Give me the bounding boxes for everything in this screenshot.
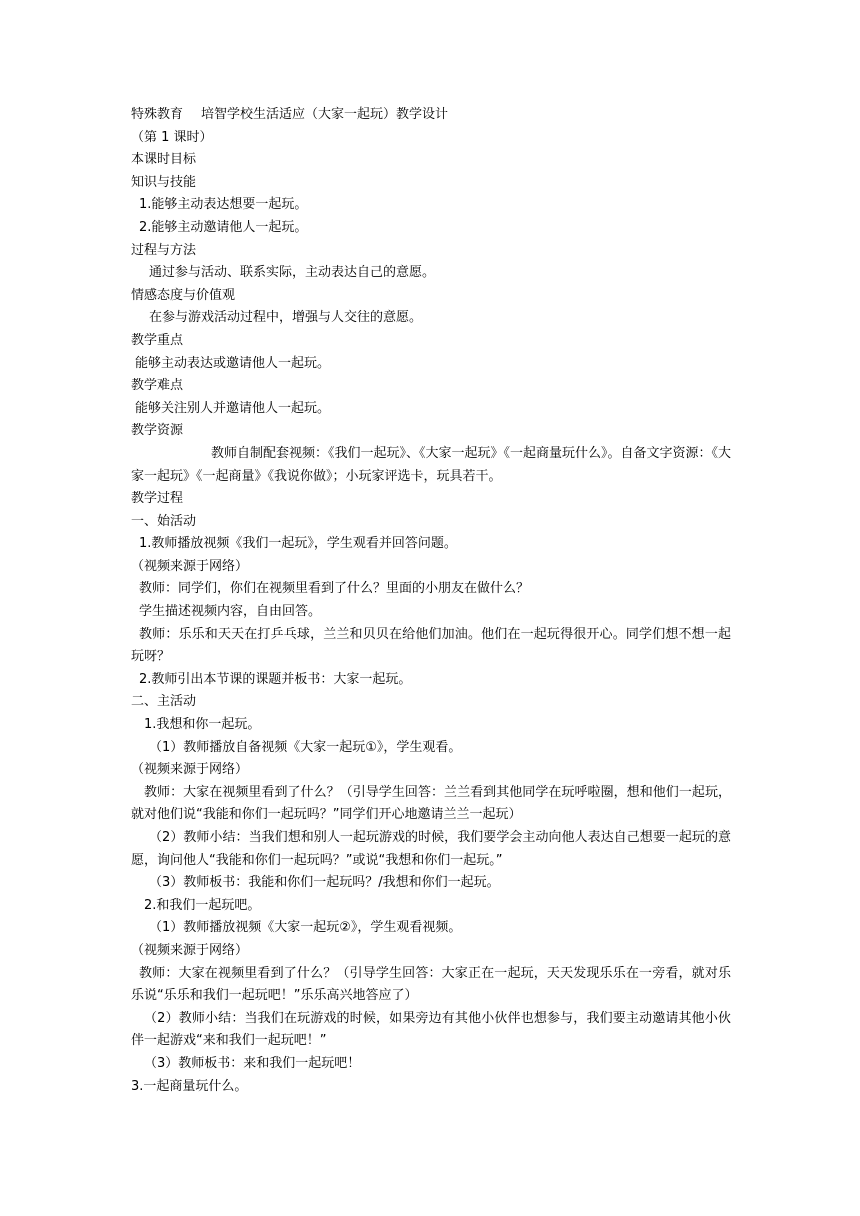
section-1-heading: 一、始活动 — [131, 513, 197, 529]
section-2-2-teacher: 教师：大家在视频里看到了什么？（引导学生回答：大家正在一起玩，天天发现乐乐在一旁看，就对乐乐说“乐乐和我们一起玩吧！”乐乐高兴地答应了） — [131, 965, 731, 1004]
key-point-heading: 教学重点 — [131, 332, 184, 348]
title-main: 培智学校生活适应（大家一起玩）教学设计 — [201, 107, 449, 122]
section-2-2-step-2: （2）教师小结：当我们在玩游戏的时候，如果旁边有其他小伙伴也想参与，我们要主动邀请其他小伙伴一起游戏“来和我们一起玩吧！” — [131, 1010, 731, 1049]
section-2-item-1: 1.我想和你一起玩。 — [144, 717, 261, 733]
teaching-process-heading: 教学过程 — [131, 491, 184, 507]
section-2-2-video-source: （视频来源于网络） — [131, 942, 249, 958]
title-category: 特殊教育 — [131, 107, 184, 122]
document-title — [131, 104, 731, 127]
knowledge-item-2: 2.能够主动邀请他人一起玩。 — [139, 219, 308, 235]
knowledge-item-1: 1.能够主动表达想要一起玩。 — [139, 197, 308, 213]
section-2-1-teacher: 教师：大家在视频里看到了什么？（引导学生回答：兰兰看到其他同学在玩呼啦圈，想和他们一起玩，就对他们说“我能和你们一起玩吗？”同学们开心地邀请兰兰一起玩） — [131, 784, 731, 823]
section-2-item-2: 2.和我们一起玩吧。 — [144, 897, 261, 913]
section-1-video-source: （视频来源于网络） — [131, 558, 249, 574]
section-2-1-step-2: （2）教师小结：当我们想和别人一起玩游戏的时候，我们要学会主动向他人表达自己想要一起玩的意愿，询问他人“我能和你们一起玩吗？”或说“我想和你们一起玩。” — [131, 830, 731, 868]
document-body — [131, 104, 731, 1098]
section-2-item-3: 3.一起商量玩什么。 — [131, 1078, 248, 1094]
section-2-1-step-3: （3）教师板书：我能和你们一起玩吗？/我想和你们一起玩。 — [149, 875, 500, 891]
difficulty-text: 能够关注别人并邀请他人一起玩。 — [135, 400, 331, 416]
objectives-heading: 本课时目标 — [131, 152, 197, 168]
resources-heading: 教学资源 — [131, 423, 184, 439]
section-2-heading: 二、主活动 — [131, 694, 197, 710]
knowledge-heading: 知识与技能 — [131, 174, 197, 190]
lesson-number: （第 1 课时） — [131, 129, 213, 145]
emotion-text: 在参与游戏活动过程中，增强与人交往的意愿。 — [149, 310, 423, 326]
section-1-teacher-question: 教师：同学们，你们在视频里看到了什么？里面的小朋友在做什么？ — [139, 581, 530, 597]
section-2-1-video-source: （视频来源于网络） — [131, 762, 249, 778]
section-1-student-response: 学生描述视频内容，自由回答。 — [139, 604, 322, 620]
resources-text: 教师自制配套视频：《我们一起玩》、《大家一起玩》《一起商量玩什么》。自备文字资源：《大家一起玩》《一起商量》《我说你做》；小玩家评选卡，玩具若干。 — [131, 445, 732, 484]
key-point-text: 能够主动表达或邀请他人一起玩。 — [135, 355, 331, 371]
section-2-2-step-1: （1）教师播放视频《大家一起玩②》，学生观看视频。 — [149, 920, 462, 936]
emotion-heading: 情感态度与价值观 — [131, 287, 236, 303]
difficulty-heading: 教学难点 — [131, 378, 184, 394]
section-1-item-2: 2.教师引出本节课的课题并板书：大家一起玩。 — [139, 671, 412, 687]
process-method-text: 通过参与活动、联系实际，主动表达自己的意愿。 — [149, 265, 436, 281]
section-2-2-step-3: （3）教师板书：来和我们一起玩吧！ — [144, 1055, 361, 1071]
section-1-teacher-statement: 教师：乐乐和天天在打乒乓球，兰兰和贝贝在给他们加油。他们在一起玩得很开心。同学们想不想一起玩呀？ — [131, 626, 731, 665]
section-1-item-1: 1.教师播放视频《我们一起玩》，学生观看并回答问题。 — [139, 536, 457, 552]
section-2-1-step-1: （1）教师播放自备视频《大家一起玩①》，学生观看。 — [149, 739, 462, 755]
process-method-heading: 过程与方法 — [131, 242, 197, 258]
